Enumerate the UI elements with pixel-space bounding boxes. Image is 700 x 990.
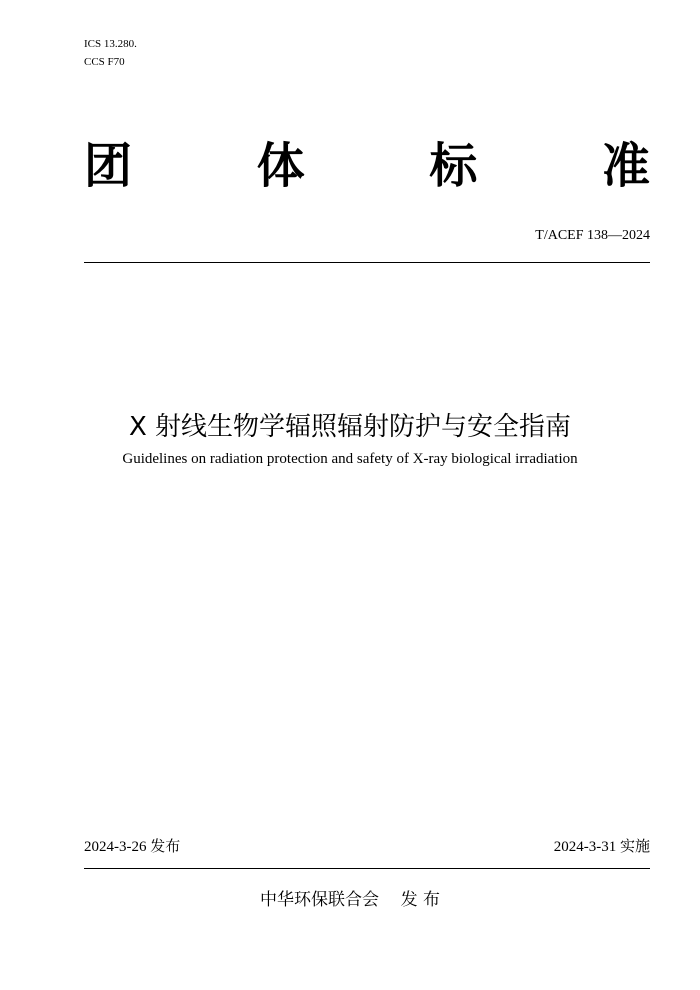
document-type-char: 体 [256, 138, 305, 194]
release-date: 2024-3-26 [84, 839, 147, 855]
standard-code: T/ACEF 138—2024 [535, 228, 650, 243]
bottom-divider [84, 868, 650, 869]
document-type-char: 团 [84, 138, 133, 194]
publisher-label: 发 布 [400, 890, 441, 910]
top-divider [84, 262, 650, 263]
document-type-char: 标 [429, 138, 478, 194]
publisher-name: 中华环保联合会 [259, 890, 379, 910]
effective-label: 实施 [619, 837, 650, 855]
effective-date-line [554, 836, 650, 857]
document-type-char: 准 [601, 138, 650, 194]
ccs-code: CCS F70 [84, 56, 125, 68]
effective-date: 2024-3-31 [553, 839, 617, 855]
ics-code: ICS 13.280. [84, 38, 137, 50]
document-type-title [84, 136, 650, 196]
release-date-line [84, 836, 180, 857]
title-english: Guidelines on radiation protection and safety of X-ray biological irradiation [122, 451, 578, 467]
publisher-line [0, 888, 700, 912]
title-chinese: X 射线生物学辐照辐射防护与安全指南 [128, 412, 572, 442]
release-label: 发布 [150, 837, 181, 855]
